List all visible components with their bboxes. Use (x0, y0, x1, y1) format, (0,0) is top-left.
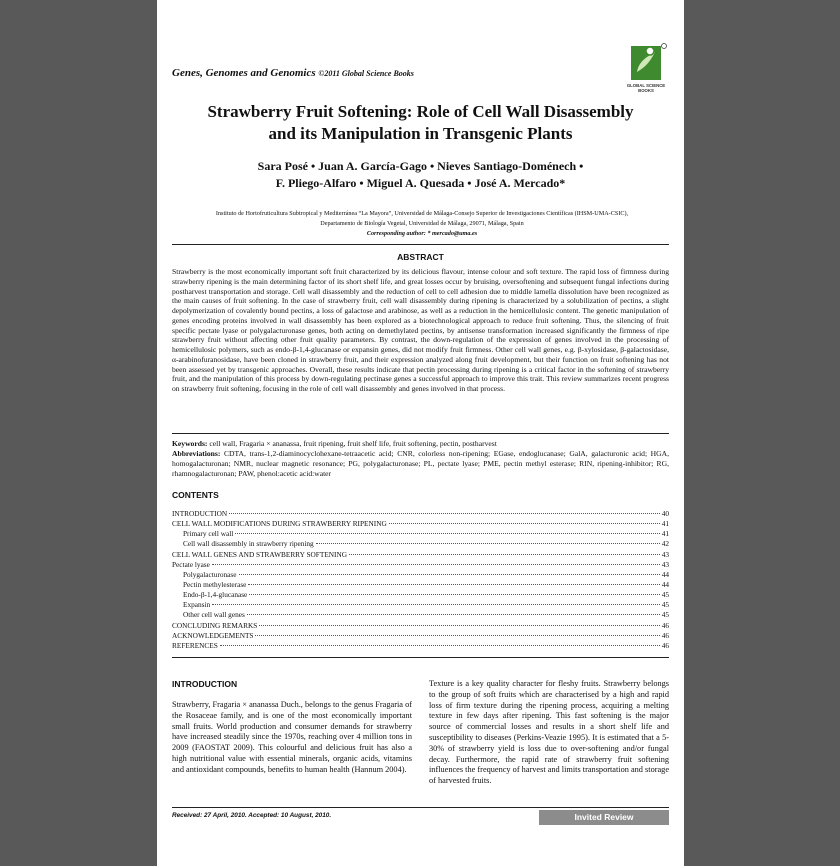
toc-entry[interactable] (172, 509, 669, 519)
toc-leader-dots (229, 513, 660, 514)
toc-entry-page: 44 (661, 569, 669, 579)
toc-leader-dots (255, 635, 659, 636)
toc-entry-page: 41 (661, 519, 669, 529)
toc-entry-page: 45 (661, 590, 669, 600)
abbreviations (172, 449, 669, 479)
journal-name: Genes, Genomes and Genomics (172, 67, 316, 79)
toc-leader-dots (259, 625, 659, 626)
keywords-text: cell wall, Fragaria × ananassa, fruit ripening, fruit shelf life, fruit softening, pectin, postharvest (209, 439, 497, 448)
toc-entry-title: CELL WALL MODIFICATIONS DURING STRAWBERRY RIPENING (172, 519, 387, 529)
abbreviations-label: Abbreviations: (172, 449, 221, 458)
author-list (157, 158, 684, 192)
toc-entry-page: 45 (661, 600, 669, 610)
affiliation (182, 209, 662, 239)
divider (172, 657, 669, 658)
svg-text:GLOBAL SCIENCE: GLOBAL SCIENCE (626, 83, 666, 88)
title-line: and its Manipulation in Transgenic Plants (268, 124, 573, 143)
received-dates: Received: 27 April, 2010. Accepted: 10 August, 2010. (172, 812, 332, 819)
toc-entry-page: 43 (661, 549, 669, 559)
toc-leader-dots (212, 604, 660, 605)
toc-entry-title: Endo-β-1,4-glucanase (183, 590, 248, 600)
toc-entry-page: 46 (661, 630, 669, 640)
toc-leader-dots (239, 574, 660, 575)
toc-entry[interactable] (172, 539, 669, 549)
introduction-left-column: Strawberry, Fragaria × ananassa Duch., belongs to the genus Fragaria of the Rosaceae family, and is one of the most economically important small fruits. World production and consumer demands for strawberry have increased steadily since the 1970s, reaching over 4 million tons in 2009 (FAOSTAT 2009). This colourful and delicious fruit has also a high nutritional value with essential minerals, organic acids, vitamins and antioxidant compounds, benefits to human health (Hannum 2004). (172, 700, 412, 774)
toc-entry-title: Pectin methylesterase (183, 579, 247, 589)
divider (172, 244, 669, 245)
author-line: Sara Posé • Juan A. García-Gago • Nieves Santiago-Doménech • (257, 159, 584, 173)
title-line: Strawberry Fruit Softening: Role of Cell Wall Disassembly (207, 102, 634, 121)
table-of-contents (172, 509, 669, 651)
toc-entry-page: 46 (661, 620, 669, 630)
toc-entry-title: Cell wall disassembly in strawberry ripening (183, 539, 314, 549)
toc-entry-page: 42 (661, 539, 669, 549)
journal-copyright: ©2011 Global Science Books (318, 69, 414, 78)
affiliation-line: Instituto de Hortofruticultura Subtropical y Mediterránea “La Mayora”, Universidad de Málaga-Consejo Superior de Investigaciones Científicas (IHSM-UMA-CSIC), (215, 210, 629, 217)
toc-entry-page: 41 (661, 529, 669, 539)
toc-entry-title: Expansin (183, 600, 211, 610)
toc-leader-dots (349, 554, 660, 555)
toc-entry[interactable] (172, 550, 669, 560)
toc-leader-dots (247, 614, 660, 615)
toc-entry-title: INTRODUCTION (172, 509, 228, 518)
toc-entry[interactable] (172, 621, 669, 631)
toc-entry-page: 46 (661, 640, 669, 650)
toc-entry-title: Primary cell wall (183, 529, 234, 539)
toc-entry[interactable] (172, 641, 669, 651)
article-type-badge: Invited Review (539, 810, 669, 825)
divider (172, 433, 669, 434)
toc-leader-dots (316, 543, 660, 544)
toc-entry-title: ACKNOWLEDGEMENTS (172, 630, 254, 640)
divider (172, 807, 669, 808)
toc-entry[interactable] (172, 590, 669, 600)
toc-entry[interactable] (172, 570, 669, 580)
svg-text:BOOKS: BOOKS (638, 88, 654, 93)
toc-entry-page: 44 (661, 579, 669, 589)
document-page (157, 0, 684, 866)
journal-header (172, 67, 414, 79)
toc-leader-dots (220, 645, 660, 646)
toc-entry[interactable] (172, 529, 669, 539)
author-line: F. Pliego-Alfaro • Miguel A. Quesada • José A. Mercado* (275, 176, 566, 190)
toc-entry-title: REFERENCES (172, 640, 218, 650)
keywords (172, 439, 669, 449)
abstract-heading: ABSTRACT (397, 252, 444, 262)
keywords-block (172, 439, 669, 479)
toc-leader-dots (389, 523, 660, 524)
introduction-right-column: Texture is a key quality character for fleshy fruits. Strawberry belongs to the group of soft fruits which are characterised by a high and rapid loss of firm texture during the ripening process, acquiring a melting texture in few days after ripening. This fast softening is the major source of commercial losses and results in a short shelf life and susceptibility to diseases (Perkins-Veazie 1995). It is estimated that a 5-30% of strawberry yield is loss due to over-softening and/or fungal decay. Furthermore, the rapid rate of strawberry fruit softening influences the frequency of harvest and limits transportation and storage of harvested fruits. (429, 679, 669, 786)
toc-entry-page: 40 (661, 509, 669, 518)
abstract-text: Strawberry is the most economically important soft fruit characterized by its delicious flavour, intense colour and soft texture. The rapid loss of firmness during strawberry ripening is the main determining factor of its short shelf life, and great losses occur by bruising, oversoftening and subsequent fungal infections during postharvest transportation and storage. Cell wall disassembly and the reduction of cell to cell adhesion due to middle lamella dissolution have been recognized as the main causes of fruit softening. In the case of strawberry fruit, cell wall disassembly during ripening is characterized by a solubilization of pectins, a slight depolymerization of covalently bound pectins, a loss of galactose and arabinose, as well as a reduction in the hemicellulosic content. The genetic manipulation of genes encoding proteins involved in wall disassembly has been explored as a biotechnological approach to reduce fruit softening. Thus, the silencing of fruit specific pectate lyase or polygalacturonase genes, both acting on demethylated pectins, by antisense transformation increased significantly the firmness of ripe strawberry fruit without affecting other fruit quality parameters. By contrast, the down-regulation of the expression of genes involved in the processing of hemicellulosic polymers, such as endo-β-1,4-glucanase or expansin genes, did not modify fruit firmness. Other cell wall genes, e.g. β-xylosidase, β-galactosidase, α-arabinofuranosidase, have been cloned in strawberry fruit, and their expression analyzed along fruit development, but their function on fruit softening has not been assessed yet by transgenic approaches. Overall, these results indicate that pectin processing during ripening is a critical factor in the softening of strawberry fruit, and the manipulation of this process by down-regulating pectinase genes a successful approach to improve this trait. This review summarizes recent progress on strawberry fruit softening, focusing in the role of cell wall disassembly and genes involved in that process. (172, 267, 669, 393)
article-title (157, 101, 684, 145)
contents-heading: CONTENTS (172, 490, 219, 500)
introduction-heading: INTRODUCTION (172, 679, 238, 689)
toc-entry-title: Pectate lyase (172, 559, 210, 569)
affiliation-line: Departamento de Biología Vegetal, Universidad de Málaga, 29071, Málaga, Spain (320, 220, 524, 227)
toc-entry[interactable] (172, 610, 669, 620)
toc-entry-page: 43 (661, 559, 669, 569)
toc-leader-dots (248, 584, 659, 585)
publisher-logo (625, 42, 669, 94)
abbreviations-text: CDTA, trans-1,2-diaminocyclohexane-tetraacetic acid; CNR, colorless non-ripening; EGase, endoglucanase; GalA, galacturonic acid; HGA, homogalacturonan; NMR, nuclear magnetic resonance; PG, polygalacturonase; PL, pectate lyase; PME, pectin methyl esterase; RIN, ripening-inhibitor; RG, rhamnogalacturonan; PAW, phenol:acetic acid:water (172, 449, 669, 478)
toc-leader-dots (212, 564, 660, 565)
toc-entry-title: CELL WALL GENES AND STRAWBERRY SOFTENING (172, 549, 348, 559)
toc-entry[interactable] (172, 600, 669, 610)
toc-leader-dots (235, 533, 659, 534)
corresponding-author: Corresponding author: * mercado@uma.es (366, 230, 478, 237)
toc-entry-title: Polygalacturonase (183, 569, 237, 579)
toc-entry[interactable] (172, 580, 669, 590)
toc-entry-title: CONCLUDING REMARKS (172, 620, 258, 630)
toc-entry[interactable] (172, 519, 669, 529)
toc-leader-dots (249, 594, 659, 595)
toc-entry-title: Other cell wall genes (183, 610, 245, 620)
keywords-label: Keywords: (172, 439, 208, 448)
toc-entry[interactable] (172, 560, 669, 570)
toc-entry-page: 45 (661, 610, 669, 620)
toc-entry[interactable] (172, 631, 669, 641)
